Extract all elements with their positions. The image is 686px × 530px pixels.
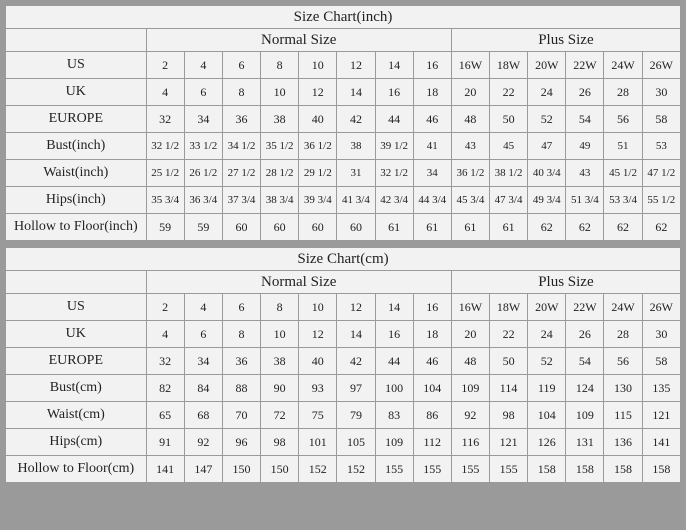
cell: 109 xyxy=(375,429,413,456)
cell: 60 xyxy=(299,214,337,241)
cell: 40 xyxy=(299,106,337,133)
cell: 114 xyxy=(490,375,528,402)
cell: 150 xyxy=(222,456,260,483)
cell: 32 1/2 xyxy=(375,160,413,187)
cell: 12 xyxy=(299,321,337,348)
cell: 34 xyxy=(184,106,222,133)
cell: 155 xyxy=(375,456,413,483)
cell: 141 xyxy=(642,429,680,456)
cell: 62 xyxy=(642,214,680,241)
size-chart-cm-table xyxy=(5,247,681,483)
cell: 82 xyxy=(146,375,184,402)
cell: 68 xyxy=(184,402,222,429)
cell: 8 xyxy=(261,52,299,79)
cell: 48 xyxy=(451,106,489,133)
cell: 62 xyxy=(528,214,566,241)
cell: 2 xyxy=(146,52,184,79)
cell: 32 xyxy=(146,106,184,133)
cell: 60 xyxy=(337,214,375,241)
cell: 38 1/2 xyxy=(490,160,528,187)
size-chart-inch-body xyxy=(6,6,681,241)
cell: 43 xyxy=(566,160,604,187)
cell: 30 xyxy=(642,79,680,106)
cell: 131 xyxy=(566,429,604,456)
cell: 124 xyxy=(566,375,604,402)
row-label: Waist(inch) xyxy=(6,160,147,187)
row-label: Hollow to Floor(cm) xyxy=(6,456,147,483)
table-row xyxy=(6,429,681,456)
cell: 79 xyxy=(337,402,375,429)
cell: 44 xyxy=(375,106,413,133)
group-blank-cell xyxy=(6,271,147,294)
cell: 10 xyxy=(299,294,337,321)
cell: 47 1/2 xyxy=(642,160,680,187)
table-row xyxy=(6,52,681,79)
row-label: US xyxy=(6,294,147,321)
cell: 100 xyxy=(375,375,413,402)
cell: 26W xyxy=(642,294,680,321)
cell: 44 3/4 xyxy=(413,187,451,214)
cell: 33 1/2 xyxy=(184,133,222,160)
table-row xyxy=(6,106,681,133)
cell: 88 xyxy=(222,375,260,402)
cell: 62 xyxy=(604,214,642,241)
cell: 119 xyxy=(528,375,566,402)
table-row xyxy=(6,214,681,241)
row-label: Hips(inch) xyxy=(6,187,147,214)
cell: 10 xyxy=(261,79,299,106)
cell: 26 xyxy=(566,79,604,106)
size-chart-cm-body xyxy=(6,248,681,483)
cell: 38 3/4 xyxy=(261,187,299,214)
cell: 14 xyxy=(337,321,375,348)
cell: 20 xyxy=(451,321,489,348)
cell: 61 xyxy=(490,214,528,241)
group-plus-size: Plus Size xyxy=(451,271,680,294)
cell: 37 3/4 xyxy=(222,187,260,214)
cell: 35 1/2 xyxy=(261,133,299,160)
cell: 12 xyxy=(337,294,375,321)
chart-title: Size Chart(inch) xyxy=(6,6,681,29)
cell: 58 xyxy=(642,348,680,375)
cell: 130 xyxy=(604,375,642,402)
cell: 4 xyxy=(184,52,222,79)
cell: 45 1/2 xyxy=(604,160,642,187)
cell: 141 xyxy=(146,456,184,483)
cell: 28 1/2 xyxy=(261,160,299,187)
row-label: Bust(inch) xyxy=(6,133,147,160)
cell: 47 xyxy=(528,133,566,160)
table-row xyxy=(6,187,681,214)
cell: 26W xyxy=(642,52,680,79)
table-row xyxy=(6,402,681,429)
cell: 6 xyxy=(222,52,260,79)
cell: 40 3/4 xyxy=(528,160,566,187)
cell: 2 xyxy=(146,294,184,321)
cell: 45 3/4 xyxy=(451,187,489,214)
cell: 18W xyxy=(490,52,528,79)
cell: 52 xyxy=(528,348,566,375)
cell: 22 xyxy=(490,79,528,106)
cell: 97 xyxy=(337,375,375,402)
cell: 109 xyxy=(566,402,604,429)
cell: 86 xyxy=(413,402,451,429)
cell: 46 xyxy=(413,106,451,133)
cell: 34 xyxy=(413,160,451,187)
cell: 14 xyxy=(375,294,413,321)
cell: 90 xyxy=(261,375,299,402)
cell: 20 xyxy=(451,79,489,106)
cell: 16 xyxy=(413,294,451,321)
cell: 16 xyxy=(413,52,451,79)
chart-title: Size Chart(cm) xyxy=(6,248,681,271)
cell: 36 3/4 xyxy=(184,187,222,214)
cell: 98 xyxy=(261,429,299,456)
cell: 51 3/4 xyxy=(566,187,604,214)
cell: 152 xyxy=(299,456,337,483)
cell: 39 1/2 xyxy=(375,133,413,160)
cell: 38 xyxy=(337,133,375,160)
cell: 60 xyxy=(261,214,299,241)
cell: 16W xyxy=(451,52,489,79)
cell: 52 xyxy=(528,106,566,133)
cell: 27 1/2 xyxy=(222,160,260,187)
cell: 155 xyxy=(451,456,489,483)
cell: 147 xyxy=(184,456,222,483)
title-row xyxy=(6,6,681,29)
cell: 6 xyxy=(184,321,222,348)
cell: 56 xyxy=(604,106,642,133)
cell: 83 xyxy=(375,402,413,429)
cell: 12 xyxy=(337,52,375,79)
cell: 158 xyxy=(642,456,680,483)
group-normal-size: Normal Size xyxy=(146,29,451,52)
cell: 20W xyxy=(528,294,566,321)
size-chart-inch-container xyxy=(5,5,681,241)
cell: 136 xyxy=(604,429,642,456)
cell: 116 xyxy=(451,429,489,456)
cell: 50 xyxy=(490,106,528,133)
cell: 24 xyxy=(528,79,566,106)
cell: 51 xyxy=(604,133,642,160)
table-row xyxy=(6,375,681,402)
size-chart-cm-container xyxy=(5,247,681,483)
cell: 59 xyxy=(146,214,184,241)
cell: 126 xyxy=(528,429,566,456)
cell: 25 1/2 xyxy=(146,160,184,187)
cell: 10 xyxy=(261,321,299,348)
table-row xyxy=(6,348,681,375)
cell: 101 xyxy=(299,429,337,456)
cell: 84 xyxy=(184,375,222,402)
cell: 8 xyxy=(222,79,260,106)
cell: 16W xyxy=(451,294,489,321)
cell: 152 xyxy=(337,456,375,483)
group-normal-size: Normal Size xyxy=(146,271,451,294)
cell: 92 xyxy=(184,429,222,456)
cell: 29 1/2 xyxy=(299,160,337,187)
cell: 50 xyxy=(490,348,528,375)
cell: 26 xyxy=(566,321,604,348)
cell: 30 xyxy=(642,321,680,348)
row-label: UK xyxy=(6,79,147,106)
cell: 75 xyxy=(299,402,337,429)
cell: 35 3/4 xyxy=(146,187,184,214)
cell: 22W xyxy=(566,52,604,79)
cell: 92 xyxy=(451,402,489,429)
cell: 49 3/4 xyxy=(528,187,566,214)
cell: 115 xyxy=(604,402,642,429)
table-row xyxy=(6,294,681,321)
cell: 61 xyxy=(451,214,489,241)
cell: 38 xyxy=(261,106,299,133)
cell: 36 1/2 xyxy=(451,160,489,187)
cell: 61 xyxy=(375,214,413,241)
cell: 43 xyxy=(451,133,489,160)
group-plus-size: Plus Size xyxy=(451,29,680,52)
cell: 16 xyxy=(375,79,413,106)
row-label: EUROPE xyxy=(6,348,147,375)
cell: 135 xyxy=(642,375,680,402)
cell: 41 3/4 xyxy=(337,187,375,214)
row-label: Hollow to Floor(inch) xyxy=(6,214,147,241)
cell: 4 xyxy=(146,79,184,106)
cell: 18 xyxy=(413,79,451,106)
cell: 72 xyxy=(261,402,299,429)
title-row xyxy=(6,248,681,271)
cell: 40 xyxy=(299,348,337,375)
cell: 14 xyxy=(375,52,413,79)
cell: 24W xyxy=(604,294,642,321)
cell: 42 xyxy=(337,106,375,133)
cell: 121 xyxy=(642,402,680,429)
cell: 60 xyxy=(222,214,260,241)
cell: 38 xyxy=(261,348,299,375)
table-row xyxy=(6,321,681,348)
cell: 28 xyxy=(604,79,642,106)
cell: 34 1/2 xyxy=(222,133,260,160)
table-row xyxy=(6,160,681,187)
cell: 155 xyxy=(490,456,528,483)
cell: 36 xyxy=(222,106,260,133)
cell: 61 xyxy=(413,214,451,241)
cell: 121 xyxy=(490,429,528,456)
cell: 10 xyxy=(299,52,337,79)
cell: 12 xyxy=(299,79,337,106)
cell: 56 xyxy=(604,348,642,375)
cell: 8 xyxy=(261,294,299,321)
table-row xyxy=(6,133,681,160)
cell: 49 xyxy=(566,133,604,160)
cell: 8 xyxy=(222,321,260,348)
row-label: Bust(cm) xyxy=(6,375,147,402)
cell: 32 xyxy=(146,348,184,375)
cell: 16 xyxy=(375,321,413,348)
cell: 158 xyxy=(604,456,642,483)
cell: 112 xyxy=(413,429,451,456)
cell: 4 xyxy=(146,321,184,348)
cell: 150 xyxy=(261,456,299,483)
cell: 109 xyxy=(451,375,489,402)
group-header-row xyxy=(6,29,681,52)
row-label: EUROPE xyxy=(6,106,147,133)
cell: 22 xyxy=(490,321,528,348)
cell: 105 xyxy=(337,429,375,456)
cell: 18 xyxy=(413,321,451,348)
cell: 104 xyxy=(528,402,566,429)
cell: 4 xyxy=(184,294,222,321)
row-label: UK xyxy=(6,321,147,348)
cell: 54 xyxy=(566,348,604,375)
cell: 22W xyxy=(566,294,604,321)
cell: 53 3/4 xyxy=(604,187,642,214)
cell: 158 xyxy=(566,456,604,483)
cell: 55 1/2 xyxy=(642,187,680,214)
cell: 28 xyxy=(604,321,642,348)
cell: 47 3/4 xyxy=(490,187,528,214)
cell: 20W xyxy=(528,52,566,79)
cell: 70 xyxy=(222,402,260,429)
cell: 48 xyxy=(451,348,489,375)
row-label: Waist(cm) xyxy=(6,402,147,429)
cell: 98 xyxy=(490,402,528,429)
cell: 158 xyxy=(528,456,566,483)
cell: 36 1/2 xyxy=(299,133,337,160)
group-header-row xyxy=(6,271,681,294)
cell: 45 xyxy=(490,133,528,160)
cell: 104 xyxy=(413,375,451,402)
cell: 59 xyxy=(184,214,222,241)
row-label: US xyxy=(6,52,147,79)
cell: 65 xyxy=(146,402,184,429)
cell: 39 3/4 xyxy=(299,187,337,214)
cell: 36 xyxy=(222,348,260,375)
cell: 6 xyxy=(184,79,222,106)
cell: 41 xyxy=(413,133,451,160)
cell: 42 3/4 xyxy=(375,187,413,214)
size-chart-inch-table xyxy=(5,5,681,241)
cell: 155 xyxy=(413,456,451,483)
cell: 24 xyxy=(528,321,566,348)
cell: 62 xyxy=(566,214,604,241)
cell: 31 xyxy=(337,160,375,187)
cell: 26 1/2 xyxy=(184,160,222,187)
cell: 53 xyxy=(642,133,680,160)
cell: 42 xyxy=(337,348,375,375)
cell: 54 xyxy=(566,106,604,133)
cell: 46 xyxy=(413,348,451,375)
row-label: Hips(cm) xyxy=(6,429,147,456)
cell: 91 xyxy=(146,429,184,456)
cell: 58 xyxy=(642,106,680,133)
cell: 24W xyxy=(604,52,642,79)
cell: 32 1/2 xyxy=(146,133,184,160)
cell: 18W xyxy=(490,294,528,321)
cell: 44 xyxy=(375,348,413,375)
cell: 34 xyxy=(184,348,222,375)
table-row xyxy=(6,79,681,106)
group-blank-cell xyxy=(6,29,147,52)
cell: 96 xyxy=(222,429,260,456)
table-row xyxy=(6,456,681,483)
cell: 93 xyxy=(299,375,337,402)
cell: 14 xyxy=(337,79,375,106)
cell: 6 xyxy=(222,294,260,321)
